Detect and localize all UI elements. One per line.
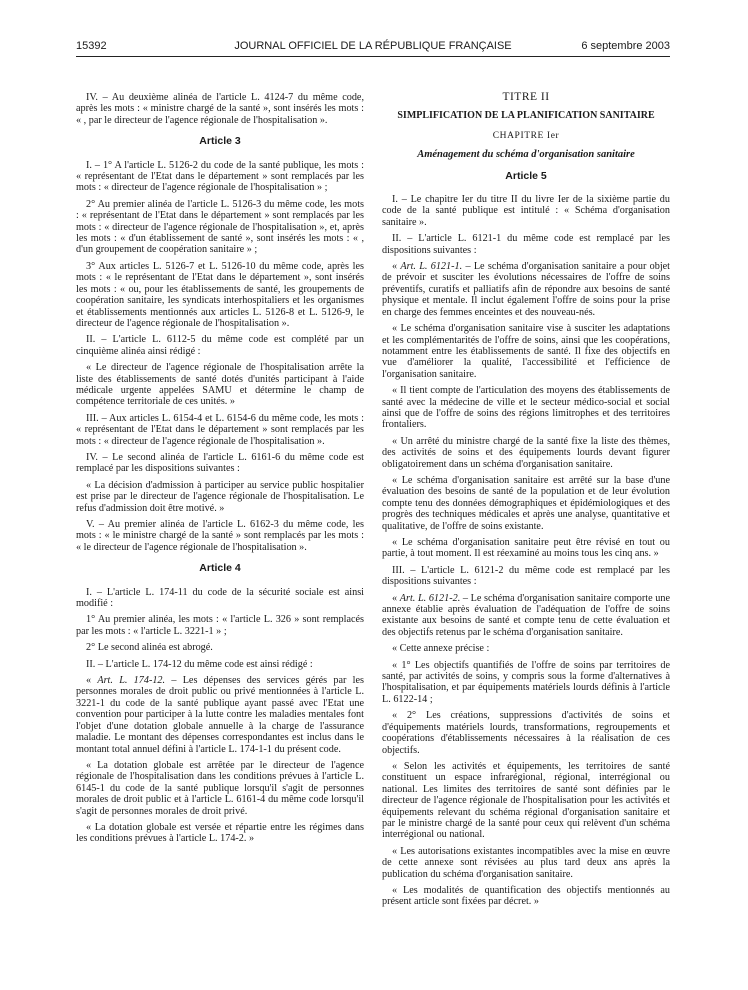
article-4-body (76, 587, 364, 670)
article-5-heading: Article 5 (505, 169, 547, 182)
paragraph: V. – Au premier alinéa de l'article L. 6162-3 du même code, les mots : « le ministre chargé de la santé » sont remplacés par les mots : « le directeur de l'agence régionale de l'hospitalisation ». (76, 519, 364, 553)
paragraph: I. – L'article L. 174-11 du code de la sécurité sociale est ainsi modifié : (76, 586, 364, 610)
article-5-body-c (382, 643, 670, 908)
quote-mark: « (392, 261, 401, 273)
article-reference: Art. L. 174-12. (97, 675, 166, 687)
quote-mark: « (392, 592, 400, 604)
paragraph: « Selon les activités et équipements, les territoires de santé constituent un espace infrarégional, régional, interrégional ou national. Les limites des territoires de santé sont définies par le directeur de l'agence régionale de l'hospitalisation pour les activités et équipements relevant du schéma régional d'organisation sanitaire et par le ministre chargé de la santé pour ceux qui relèvent d'un schéma interrégional ou national. (382, 760, 670, 841)
paragraph: II. – L'article L. 174-12 du même code est ainsi rédigé : (86, 658, 313, 670)
publication-date: 6 septembre 2003 (581, 40, 670, 52)
paragraph: 2° Au premier alinéa de l'article L. 5126-3 du même code, les mots : « représentant de l'Etat dans le département » sont remplacés par les mots : « directeur de l'agence régionale de l'hospitalisation », et, après les mots : « d'un établissement de santé », sont insérés les mots : « , d'un groupement de coopération sanitaire » ; (76, 198, 364, 256)
page-header (76, 38, 670, 54)
paragraph: « Le directeur de l'agence régionale de l'hospitalisation arrête la liste des établissements de santé dotés d'unités participant à l'aide médicale urgente appelées SAMU et détermine le champ de compétence territoriale de ces unités. » (76, 362, 364, 408)
paragraph: IV. – Au deuxième alinéa de l'article L. 4124-7 du même code, après les mots : « ministre chargé de la santé », sont insérés les mots : « , par le directeur de l'agence régionale de l'hospitalisation ». (76, 92, 364, 126)
article-text: – Le schéma d'organisation sanitaire comporte une annexe établie après évaluation de l'adéquation de l'offre de soins existante aux besoins de santé et compte tenu de cette évaluation et des objectifs retenus par le schéma d'organisation sanitaire. (382, 592, 671, 638)
paragraph: « Il tient compte de l'articulation des moyens des établissements de santé avec la médecine de ville et le secteur médico-social et social ainsi que de l'offre de soins des régions limitrophes et des territoires frontaliers. (382, 385, 670, 431)
paragraph: « La dotation globale est arrêtée par le directeur de l'agence régionale de l'hospitalisation dans les conditions prévues à l'article L. 6145-1 du code de la santé publique lorsqu'il s'agit de personnes morales de droit public et à l'article L. 6161-4 du même code lorsqu'il s'agit de personnes morales de droit privé. (76, 759, 364, 817)
paragraph: « Le schéma d'organisation sanitaire peut être révisé en tout ou partie, à tout moment. Il est réexaminé au moins tous les cinq ans. » (382, 537, 670, 560)
paragraph: « Un arrêté du ministre chargé de la santé fixe la liste des thèmes, des activités de soins et des équipements lourds devant figurer obligatoirement dans un schéma d'organisation sanitaire. (382, 435, 670, 470)
article-l6121-1-paragraph (382, 261, 670, 318)
right-column (382, 92, 670, 913)
paragraph: 1° Au premier alinéa, les mots : « l'article L. 326 » sont remplacés par les mots : « l'article L. 3221-1 » ; (76, 614, 364, 637)
article-3-body (76, 160, 364, 554)
paragraph: « La décision d'admission à participer au service public hospitalier est prise par le directeur de l'agence régionale de l'hospitalisation. Le refus d'admission doit être motivé. » (76, 479, 364, 514)
paragraph: « Le schéma d'organisation sanitaire vise à susciter les adaptations et les complémentarités de l'offre de soins, ainsi que les coopérations, notamment entre les établissements de santé. Il fixe des objectifs en vue d'améliorer la qualité, l'accessibilité et l'efficience de l'organisation sanitaire. (382, 323, 670, 380)
article-4-heading: Article 4 (199, 562, 241, 575)
paragraph: « 1° Les objectifs quantifiés de l'offre de soins par territoires de santé, par activités de soins, y compris sous la forme d'alternatives à l'hospitalisation, et par équipements matériels lourds définis à l'article L. 6122-14 ; (382, 659, 670, 705)
journal-title: JOURNAL OFFICIEL DE LA RÉPUBLIQUE FRANÇAISE (234, 40, 512, 52)
article-4-tail (76, 760, 364, 845)
paragraph: « La dotation globale est versée et répartie entre les régimes dans les conditions prévues à l'article L. 174-2. » (76, 821, 364, 845)
article-5-body-a (382, 194, 670, 256)
paragraph: « Cette annexe précise : (392, 643, 490, 655)
paragraph: II. – L'article L. 6121-1 du même code est remplacé par les dispositions suivantes : (382, 233, 670, 256)
article-reference: Art. L. 6121-2. (399, 592, 461, 604)
paragraph: 2° Le second alinéa est abrogé. (86, 642, 213, 654)
paragraph: II. – L'article L. 6112-5 du même code est complété par un cinquième alinéa ainsi rédigé : (76, 334, 364, 357)
intro-section (76, 92, 364, 126)
article-3-heading: Article 3 (199, 135, 241, 148)
titre-subtitle: SIMPLIFICATION DE LA PLANIFICATION SANITAIRE (397, 110, 655, 122)
paragraph: III. – Aux articles L. 6154-4 et L. 6154-6 du même code, les mots : « représentant de l'Etat dans le département » sont remplacés par les mots : « directeur de l'agence régionale de l'hospitalisation ». (76, 412, 364, 447)
paragraph: « 2° Les créations, suppressions d'activités de soins et d'équipements matériels lourds, transformations, regroupements et coopérations d'établissements nécessaires à la réalisation de ces objectifs. (382, 710, 670, 756)
paragraph: « Le schéma d'organisation sanitaire est arrêté sur la base d'une évaluation des besoins de santé de la population et de leur évolution compte tenu des données démographiques et épidémiologiques et des progrès des techniques médicales et après une analyse, quantitative et qualitative, de l'offre de soins existante. (382, 474, 670, 532)
titre-heading: TITRE II (502, 91, 550, 103)
header-rule (76, 56, 670, 57)
paragraph: « Les autorisations existantes incompatibles avec la mise en œuvre de cette annexe sont révisées au plus tard deux ans après la publication du schéma d'organisation sanitaire. (382, 845, 670, 880)
article-l174-12-paragraph (76, 675, 364, 755)
paragraph: III. – L'article L. 6121-2 du même code est remplacé par les dispositions suivantes : (382, 564, 670, 588)
article-5-body-b (382, 323, 670, 588)
paragraph: I. – Le chapitre Ier du titre II du livre Ier de la sixième partie du code de la santé publique est intitulé : « Schéma d'organisation sanitaire ». (382, 194, 670, 228)
left-column (76, 92, 364, 850)
paragraph: IV. – Le second alinéa de l'article L. 6161-6 du même code est remplacé par les dispositions suivantes : (76, 451, 364, 475)
chapitre-title: Aménagement du schéma d'organisation sanitaire (417, 149, 635, 161)
paragraph: I. – 1° A l'article L. 5126-2 du code de la santé publique, les mots : « représentant de l'Etat dans le département » sont remplacés par les mots : « directeur de l'agence régionale de l'hospitalisation » ; (76, 159, 364, 194)
paragraph: « Les modalités de quantification des objectifs mentionnés au présent article sont fixées par décret. » (382, 884, 670, 908)
chapitre-heading: CHAPITRE Ier (492, 130, 560, 141)
quote-mark: « (86, 675, 98, 687)
article-text: – Les dépenses des services gérés par les personnes morales de droit public ou privé mentionnées à l'article L. 3221-1 du code de la santé publique ayant passé avec l'Etat une convention pour participer à la lutte contre les maladies mentales font l'objet d'une dotation globale annuelle à la charge de l'assurance maladie. Le montant des dépenses correspondantes est inclus dans le montant total annuel défini à l'article L. 174-1-1 du présent code. (76, 675, 364, 755)
article-l6121-2-paragraph (382, 593, 670, 639)
paragraph: 3° Aux articles L. 5126-7 et L. 5126-10 du même code, après les mots : « le représentant de l'Etat dans le département », sont insérés les mots : « ou, pour les établissements de santé, les groupements de coopération sanitaire, les syndicats interhospitaliers et les organismes et établissements mentionnés aux articles L. 5126-8 et L. 5126-9, le directeur de l'agence régionale de l'hospitalisation ». (76, 260, 364, 329)
article-text: – Le schéma d'organisation sanitaire a pour objet de prévoir et susciter les évolutions nécessaires de l'offre de soins préventifs, curatifs et palliatifs afin de répondre aux besoins de santé physique et mentale. Il inclut également l'offre de soins pour la prise en charge des femmes enceintes et des nouveau-nés. (382, 261, 671, 318)
article-reference: Art. L. 6121-1. (400, 261, 463, 273)
page-number: 15392 (76, 40, 107, 52)
